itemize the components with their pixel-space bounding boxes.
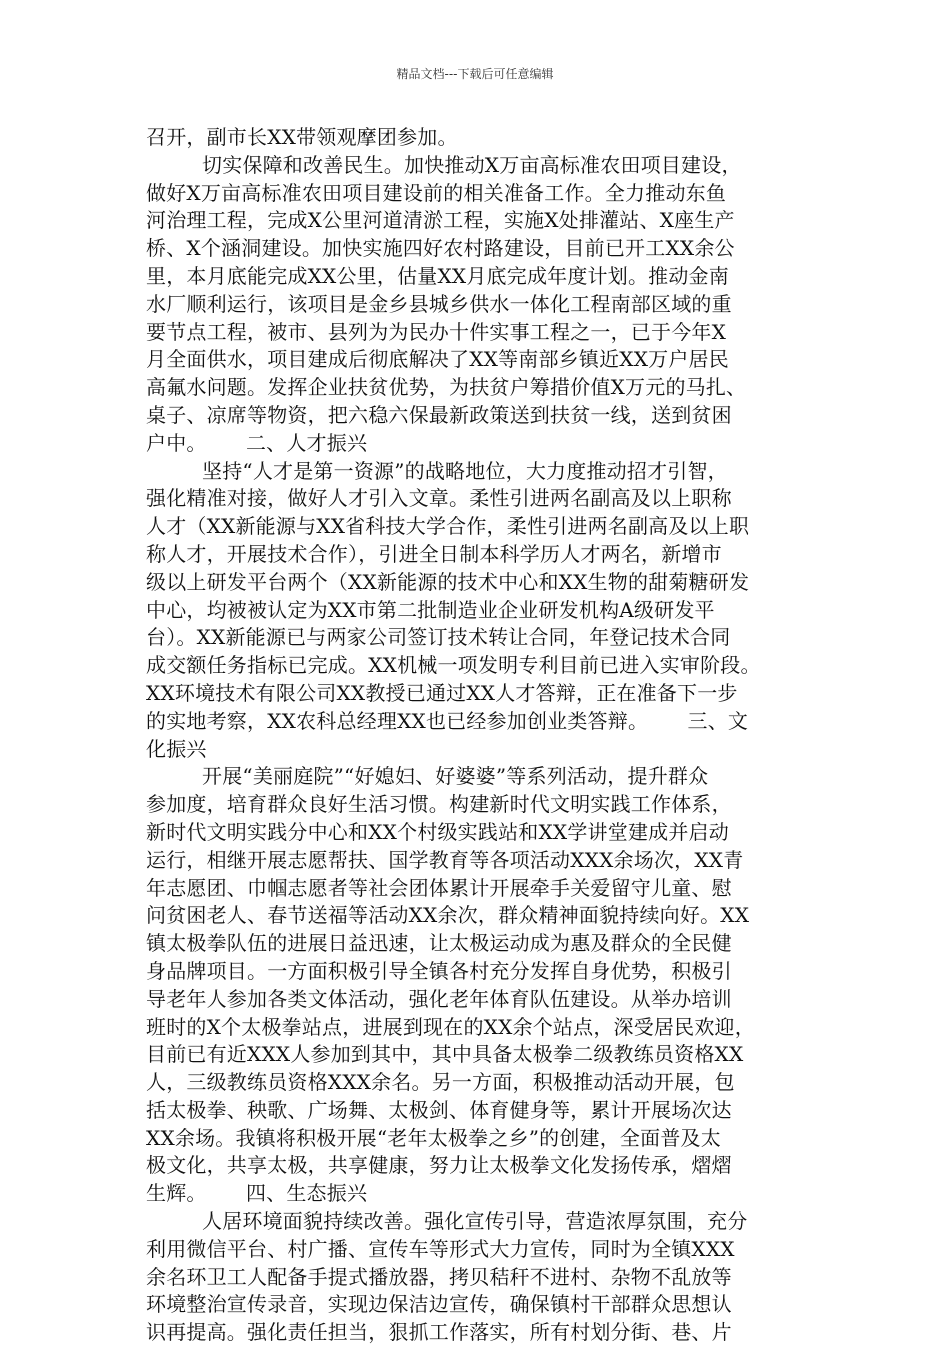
body-text-line: 问贫困老人、春节送福等活动XX余次，群众精神面貌持续向好。XX (146, 903, 750, 928)
body-text-line: 要节点工程，被市、县列为为民办十件实事工程之一，已于今年X (146, 319, 727, 344)
body-text-line: 余名环卫工人配备手提式播放器，拷贝秸秆不进村、杂物不乱放等 (146, 1264, 732, 1289)
body-text-line: 导老年人参加各类文体活动，强化老年体育队伍建设。从举办培训 (146, 986, 732, 1011)
body-text-line: 人，三级教练员资格XXX余名。另一方面，积极推动活动开展，包 (146, 1070, 735, 1095)
body-text-line: 户中。 二、人才振兴 (146, 430, 368, 455)
body-text-line: 河治理工程，完成X公里河道清淤工程，实施X处排灌站、X座生产 (146, 208, 735, 233)
page-header-note: 精品文档---下载后可任意编辑 (396, 67, 554, 81)
body-text-line: 极文化，共享太极，共享健康，努力让太极拳文化发扬传承，熠熠 (146, 1153, 732, 1178)
body-text-line: XX环境技术有限公司XX教授已通过XX人才答辩，正在准备下一步 (146, 680, 738, 705)
body-text-line: 成交额任务指标已完成。XX机械一项发明专利目前已进入实审阶段。 (146, 653, 761, 678)
body-text-line: 利用微信平台、村广播、宣传车等形式大力宣传，同时为全镇XXX (146, 1236, 735, 1261)
body-text-line: 人才（XX新能源与XX省科技大学合作，柔性引进两名副高及以上职 (146, 514, 750, 539)
body-text-line: 目前已有近XXX人参加到其中，其中具备太极拳二级教练员资格XX (146, 1042, 744, 1067)
body-text-line: 召开，副市长XX带领观摩团参加。 (146, 125, 458, 149)
body-text-line: 台）。XX新能源已与两家公司签订技术转让合同，年登记技术合同 (146, 625, 731, 650)
body-text-line: 高氟水问题。发挥企业扶贫优势，为扶贫户筹措价值X万元的马扎、 (146, 375, 747, 400)
body-text-line: 新时代文明实践分中心和XX个村级实践站和XX学讲堂建成并启动 (146, 819, 729, 844)
body-text-line: 的实地考察，XX农科总经理XX也已经参加创业类答辩。 三、文 (146, 708, 749, 733)
body-text-line: 月全面供水，项目建成后彻底解决了XX等南部乡镇近XX万户居民 (146, 347, 729, 372)
body-text-line: 年志愿团、巾帼志愿者等社会团体累计开展牵手关爱留守儿童、慰 (146, 875, 732, 900)
body-text-line: 水厂顺利运行，该项目是金乡县城乡供水一体化工程南部区域的重 (146, 291, 732, 316)
body-text-line: 运行，相继开展志愿帮扶、国学教育等各项活动XXX余场次，XX青 (146, 847, 744, 872)
body-text-line: 强化精准对接，做好人才引入文章。柔性引进两名副高及以上职称 (146, 486, 732, 511)
body-text-line: 做好X万亩高标准农田项目建设前的相关准备工作。全力推动东鱼 (146, 180, 727, 205)
body-text-line: 称人才，开展技术合作），引进全日制本科学历人才两名，新增市 (146, 541, 722, 566)
body-text-line: 开展“美丽庭院”“好媳妇、好婆婆”等系列活动，提升群众 (202, 764, 709, 789)
body-text-line: 化振兴 (146, 736, 207, 761)
body-text-line: 级以上研发平台两个（XX新能源的技术中心和XX生物的甜菊糖研发 (146, 569, 750, 594)
document-body (146, 124, 806, 1347)
body-text-line: 坚持“人才是第一资源”的战略地位，大力度推动招才引智， (202, 458, 728, 483)
body-text-line: 环境整治宣传录音，实现边保洁边宣传，确保镇村干部群众思想认 (146, 1292, 732, 1317)
body-text-line: 桌子、凉席等物资，把六稳六保最新政策送到扶贫一线，送到贫困 (146, 402, 732, 427)
body-text-line: 括太极拳、秧歌、广场舞、太极剑、体育健身等，累计开展场次达 (146, 1097, 732, 1122)
body-text-line: 人居环境面貌持续改善。强化宣传引导，营造浓厚氛围，充分 (202, 1209, 748, 1234)
body-text-line: 身品牌项目。一方面积极引导全镇各村充分发挥自身优势，积极引 (146, 958, 732, 983)
body-text-line: 里，本月底能完成XX公里，估量XX月底完成年度计划。推动金南 (146, 263, 729, 288)
body-text-line: 桥、X个涵洞建设。加快实施四好农村路建设，目前已开工XX余公 (146, 236, 735, 261)
body-text-line: 生辉。 四、生态振兴 (146, 1181, 368, 1206)
body-text-line: 参加度，培育群众良好生活习惯。构建新时代文明实践工作体系， (146, 792, 732, 817)
body-text-line: 班时的X个太极拳站点，进展到现在的XX余个站点，深受居民欢迎， (146, 1014, 755, 1039)
body-text-line: 中心，均被被认定为XX市第二批制造业企业研发机构A级研发平 (146, 597, 715, 622)
body-text-line: 切实保障和改善民生。加快推动X万亩高标准农田项目建设， (202, 152, 742, 177)
body-text-line: 识再提高。强化责任担当，狠抓工作落实，所有村划分街、巷、片 (146, 1320, 732, 1345)
body-text-line: 镇太极拳队伍的进展日益迅速，让太极运动成为惠及群众的全民健 (146, 931, 732, 956)
body-text-line: XX余场。我镇将积极开展“老年太极拳之乡”的创建，全面普及太 (146, 1125, 721, 1150)
